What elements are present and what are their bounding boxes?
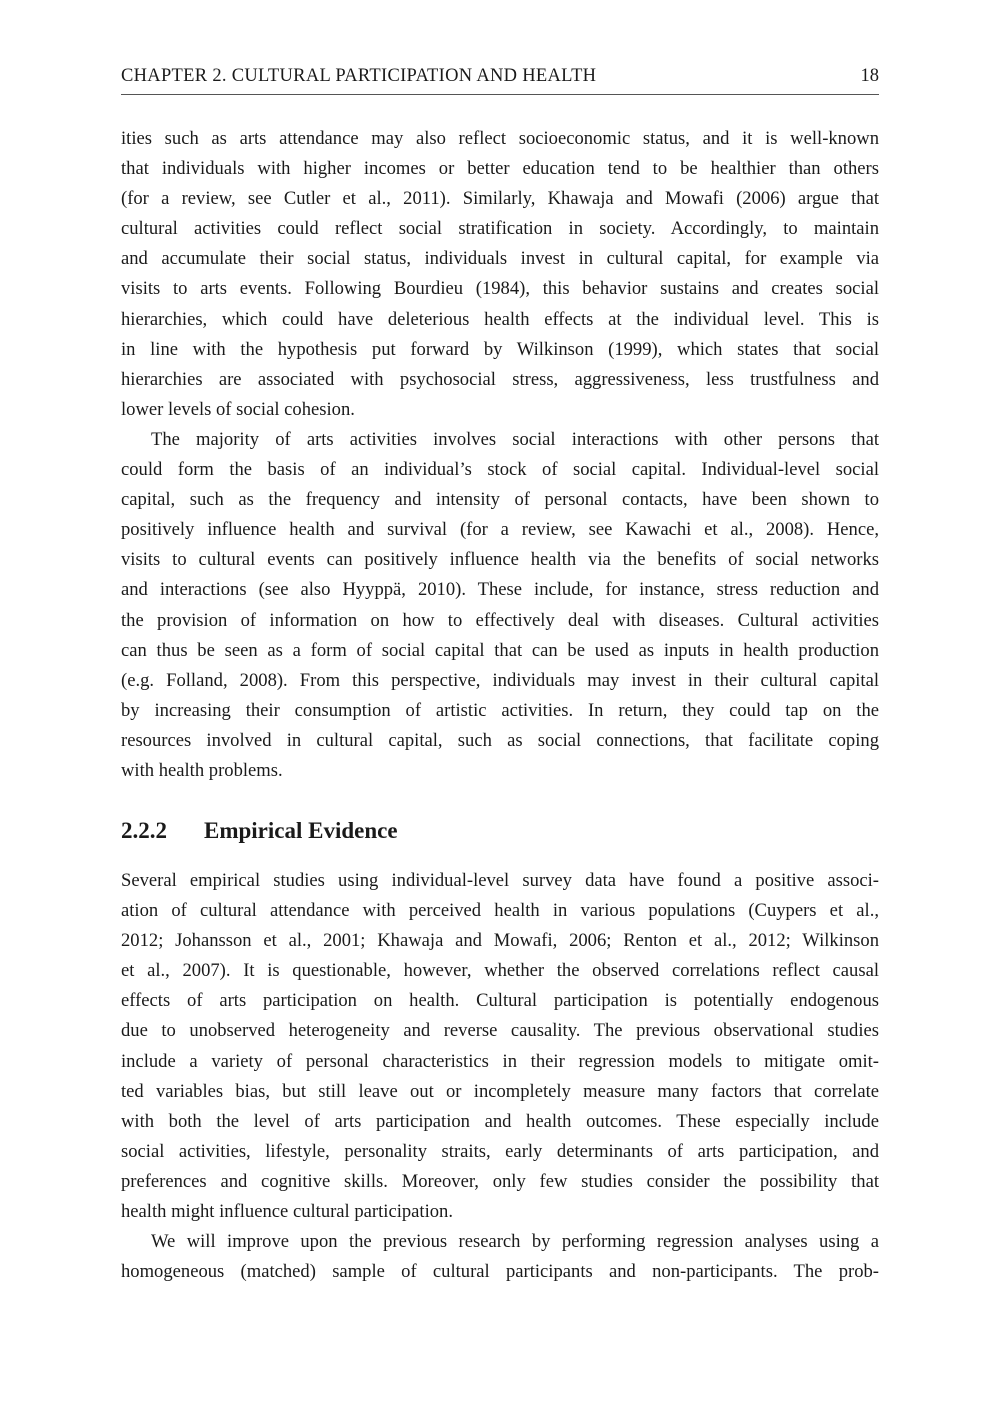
text-line: cultural activities could reflect social stratification in society. Accordingly, to maintain xyxy=(121,218,879,240)
page-number: 18 xyxy=(860,66,879,86)
section-heading xyxy=(121,818,398,844)
text-line: by increasing their consumption of artistic activities. In return, they could tap on the xyxy=(121,699,879,721)
paragraph xyxy=(121,425,879,786)
text-line: 2012; Johansson et al., 2001; Khawaja and Mowafi, 2006; Renton et al., 2012; Wilkinson xyxy=(121,930,879,952)
text-line: that individuals with higher incomes or better education tend to be healthier than others xyxy=(121,158,879,180)
text-line: et al., 2007). It is questionable, however, whether the observed correlations reflect causal xyxy=(121,960,879,982)
text-line: hierarchies, which could have deleterious health effects at the individual level. This is xyxy=(121,308,879,330)
text-line: include a variety of personal characteristics in their regression models to mitigate omit- xyxy=(121,1050,879,1072)
text-line: Several empirical studies using individual-level survey data have found a positive associ- xyxy=(121,870,879,891)
text-line: (for a review, see Cutler et al., 2011). Similarly, Khawaja and Mowafi (2006) argue that xyxy=(121,188,879,210)
text-line: in line with the hypothesis put forward by Wilkinson (1999), which states that social xyxy=(121,338,879,360)
paragraph xyxy=(121,124,879,425)
text-line: resources involved in cultural capital, such as social connections, that facilitate coping xyxy=(121,729,879,751)
text-line: and accumulate their social status, individuals invest in cultural capital, for example via xyxy=(121,248,879,270)
text-line: preferences and cognitive skills. Moreover, only few studies consider the possibility that xyxy=(121,1170,879,1192)
running-header xyxy=(121,66,879,95)
text-line: ities such as arts attendance may also reflect socioeconomic status, and it is well-known xyxy=(121,128,879,149)
text-line: ation of cultural attendance with perceived health in various populations (Cuypers et al., xyxy=(121,900,879,922)
text-line: lower levels of social cohesion. xyxy=(121,398,355,420)
text-line: due to unobserved heterogeneity and reverse causality. The previous observational studies xyxy=(121,1020,879,1042)
text-line: (e.g. Folland, 2008). From this perspective, individuals may invest in their cultural capital xyxy=(121,669,879,691)
text-line: ted variables bias, but still leave out or incompletely measure many factors that correlate xyxy=(121,1080,879,1102)
text-line: visits to arts events. Following Bourdieu (1984), this behavior sustains and creates social xyxy=(121,278,879,300)
text-line: effects of arts participation on health. Cultural participation is potentially endogenous xyxy=(121,990,879,1012)
text-line: capital, such as the frequency and intensity of personal contacts, have been shown to xyxy=(121,489,879,511)
section-title: Empirical Evidence xyxy=(204,818,398,843)
text-line: with both the level of arts participation and health outcomes. These especially include xyxy=(121,1110,879,1132)
text-line: hierarchies are associated with psychosocial stress, aggressiveness, less trustfulness and xyxy=(121,368,879,390)
text-line: visits to cultural events can positively influence health via the benefits of social networks xyxy=(121,549,879,571)
text-line: homogeneous (matched) sample of cultural participants and non-participants. The prob- xyxy=(121,1261,879,1283)
paragraph xyxy=(121,1227,879,1287)
text-line: can thus be seen as a form of social capital that can be used as inputs in health production xyxy=(121,639,879,661)
text-line: positively influence health and survival (for a review, see Kawachi et al., 2008). Hence, xyxy=(121,519,879,541)
text-line: the provision of information on how to effectively deal with diseases. Cultural activities xyxy=(121,609,879,631)
text-line: with health problems. xyxy=(121,760,283,782)
text-line: social activities, lifestyle, personality straits, early determinants of arts participation, and xyxy=(121,1140,879,1162)
section-number: 2.2.2 xyxy=(121,818,167,843)
paragraph xyxy=(121,866,879,1227)
text-line: We will improve upon the previous research by performing regression analyses using a xyxy=(151,1231,879,1252)
text-line: could form the basis of an individual’s stock of social capital. Individual-level social xyxy=(121,459,879,481)
text-line: and interactions (see also Hyyppä, 2010). These include, for instance, stress reduction and xyxy=(121,579,879,601)
text-line: The majority of arts activities involves social interactions with other persons that xyxy=(151,429,879,450)
text-line: health might influence cultural participation. xyxy=(121,1201,453,1223)
chapter-title: CHAPTER 2. CULTURAL PARTICIPATION AND HEALTH xyxy=(121,66,597,86)
